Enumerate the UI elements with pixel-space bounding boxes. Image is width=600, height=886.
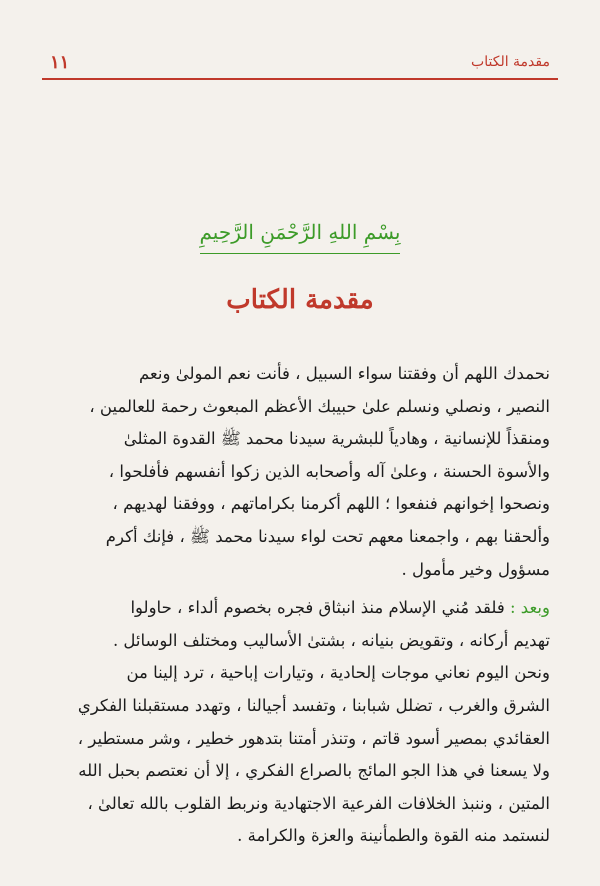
paragraph-line: مسؤول وخير مأمول . xyxy=(401,559,550,579)
basmala-underline xyxy=(200,253,400,254)
paragraph-line: والأسوة الحسنة ، وعلىٰ آله وأصحابه الذين زكوا أنفسهم فأفلحوا ، xyxy=(108,461,550,481)
paragraph-first-line xyxy=(48,592,550,625)
paragraph-line: تهديم أركانه ، وتقويض بنيانه ، بشتىٰ الأساليب ومختلف الوسائل . xyxy=(112,630,550,650)
body-text xyxy=(48,358,550,853)
paragraph-line: وألحقنا بهم ، واجمعنا معهم تحت لواء سيدنا محمد ﷺ ، فإنك أكرم xyxy=(105,526,550,546)
paragraph-lead-word: وبعد : xyxy=(510,598,550,618)
paragraph-line: ونصحوا إخوانهم فنفعوا ؛ اللهم أكرمنا بكراماتهم ، ووفقنا لهديهم ، xyxy=(112,494,550,514)
paragraph-line: العقائدي بمصير أسود قاتم ، وتنذر أمتنا بتدهور خطير ، وشر مستطير ، xyxy=(77,728,550,748)
paragraph-line: الشرق والغرب ، تضلل شبابنا ، وتفسد أجيالنا ، وتهدد مستقبلنا الفكري xyxy=(77,695,550,715)
paragraph-line: ومنقذاً للإنسانية ، وهادياً للبشرية سيدنا محمد ﷺ القدوة المثلىٰ xyxy=(123,429,550,449)
paragraph-line: نحمدك اللهم أن وفقتنا سواء السبيل ، فأنت نعم المولىٰ ونعم xyxy=(138,364,550,383)
paragraph-line: المتين ، وننبذ الخلافات الفرعية الاجتهادية ونربط القلوب بالله تعالىٰ ، xyxy=(87,793,550,813)
header-divider xyxy=(42,78,558,80)
paragraph-line-rest: فلقد مُني الإسلام منذ انبثاق فجره بخصوم ألداء ، حاولوا xyxy=(130,598,510,618)
basmala: بِسْمِ اللهِ الرَّحْمَنِ الرَّحِيمِ xyxy=(199,220,401,244)
running-title: مقدمة الكتاب xyxy=(471,54,550,70)
page-number: ١١ xyxy=(50,52,70,73)
paragraph-line: النصير ، ونصلي ونسلم علىٰ حبيبك الأعظم المبعوث رحمة للعالمين ، xyxy=(89,396,550,416)
paragraph-line: ولا يسعنا في هذا الجو المائج بالصراع الفكري ، إلا أن نعتصم بحبل الله xyxy=(78,761,550,781)
page-header xyxy=(50,52,550,74)
paragraph-line: لنستمد منه القوة والطمأنينة والعزة والكرامة . xyxy=(237,826,550,846)
paragraph-line: ونحن اليوم نعاني موجات إلحادية ، وتيارات إباحية ، ترد إلينا من xyxy=(126,663,550,683)
chapter-title: مقدمة الكتاب xyxy=(226,285,374,315)
